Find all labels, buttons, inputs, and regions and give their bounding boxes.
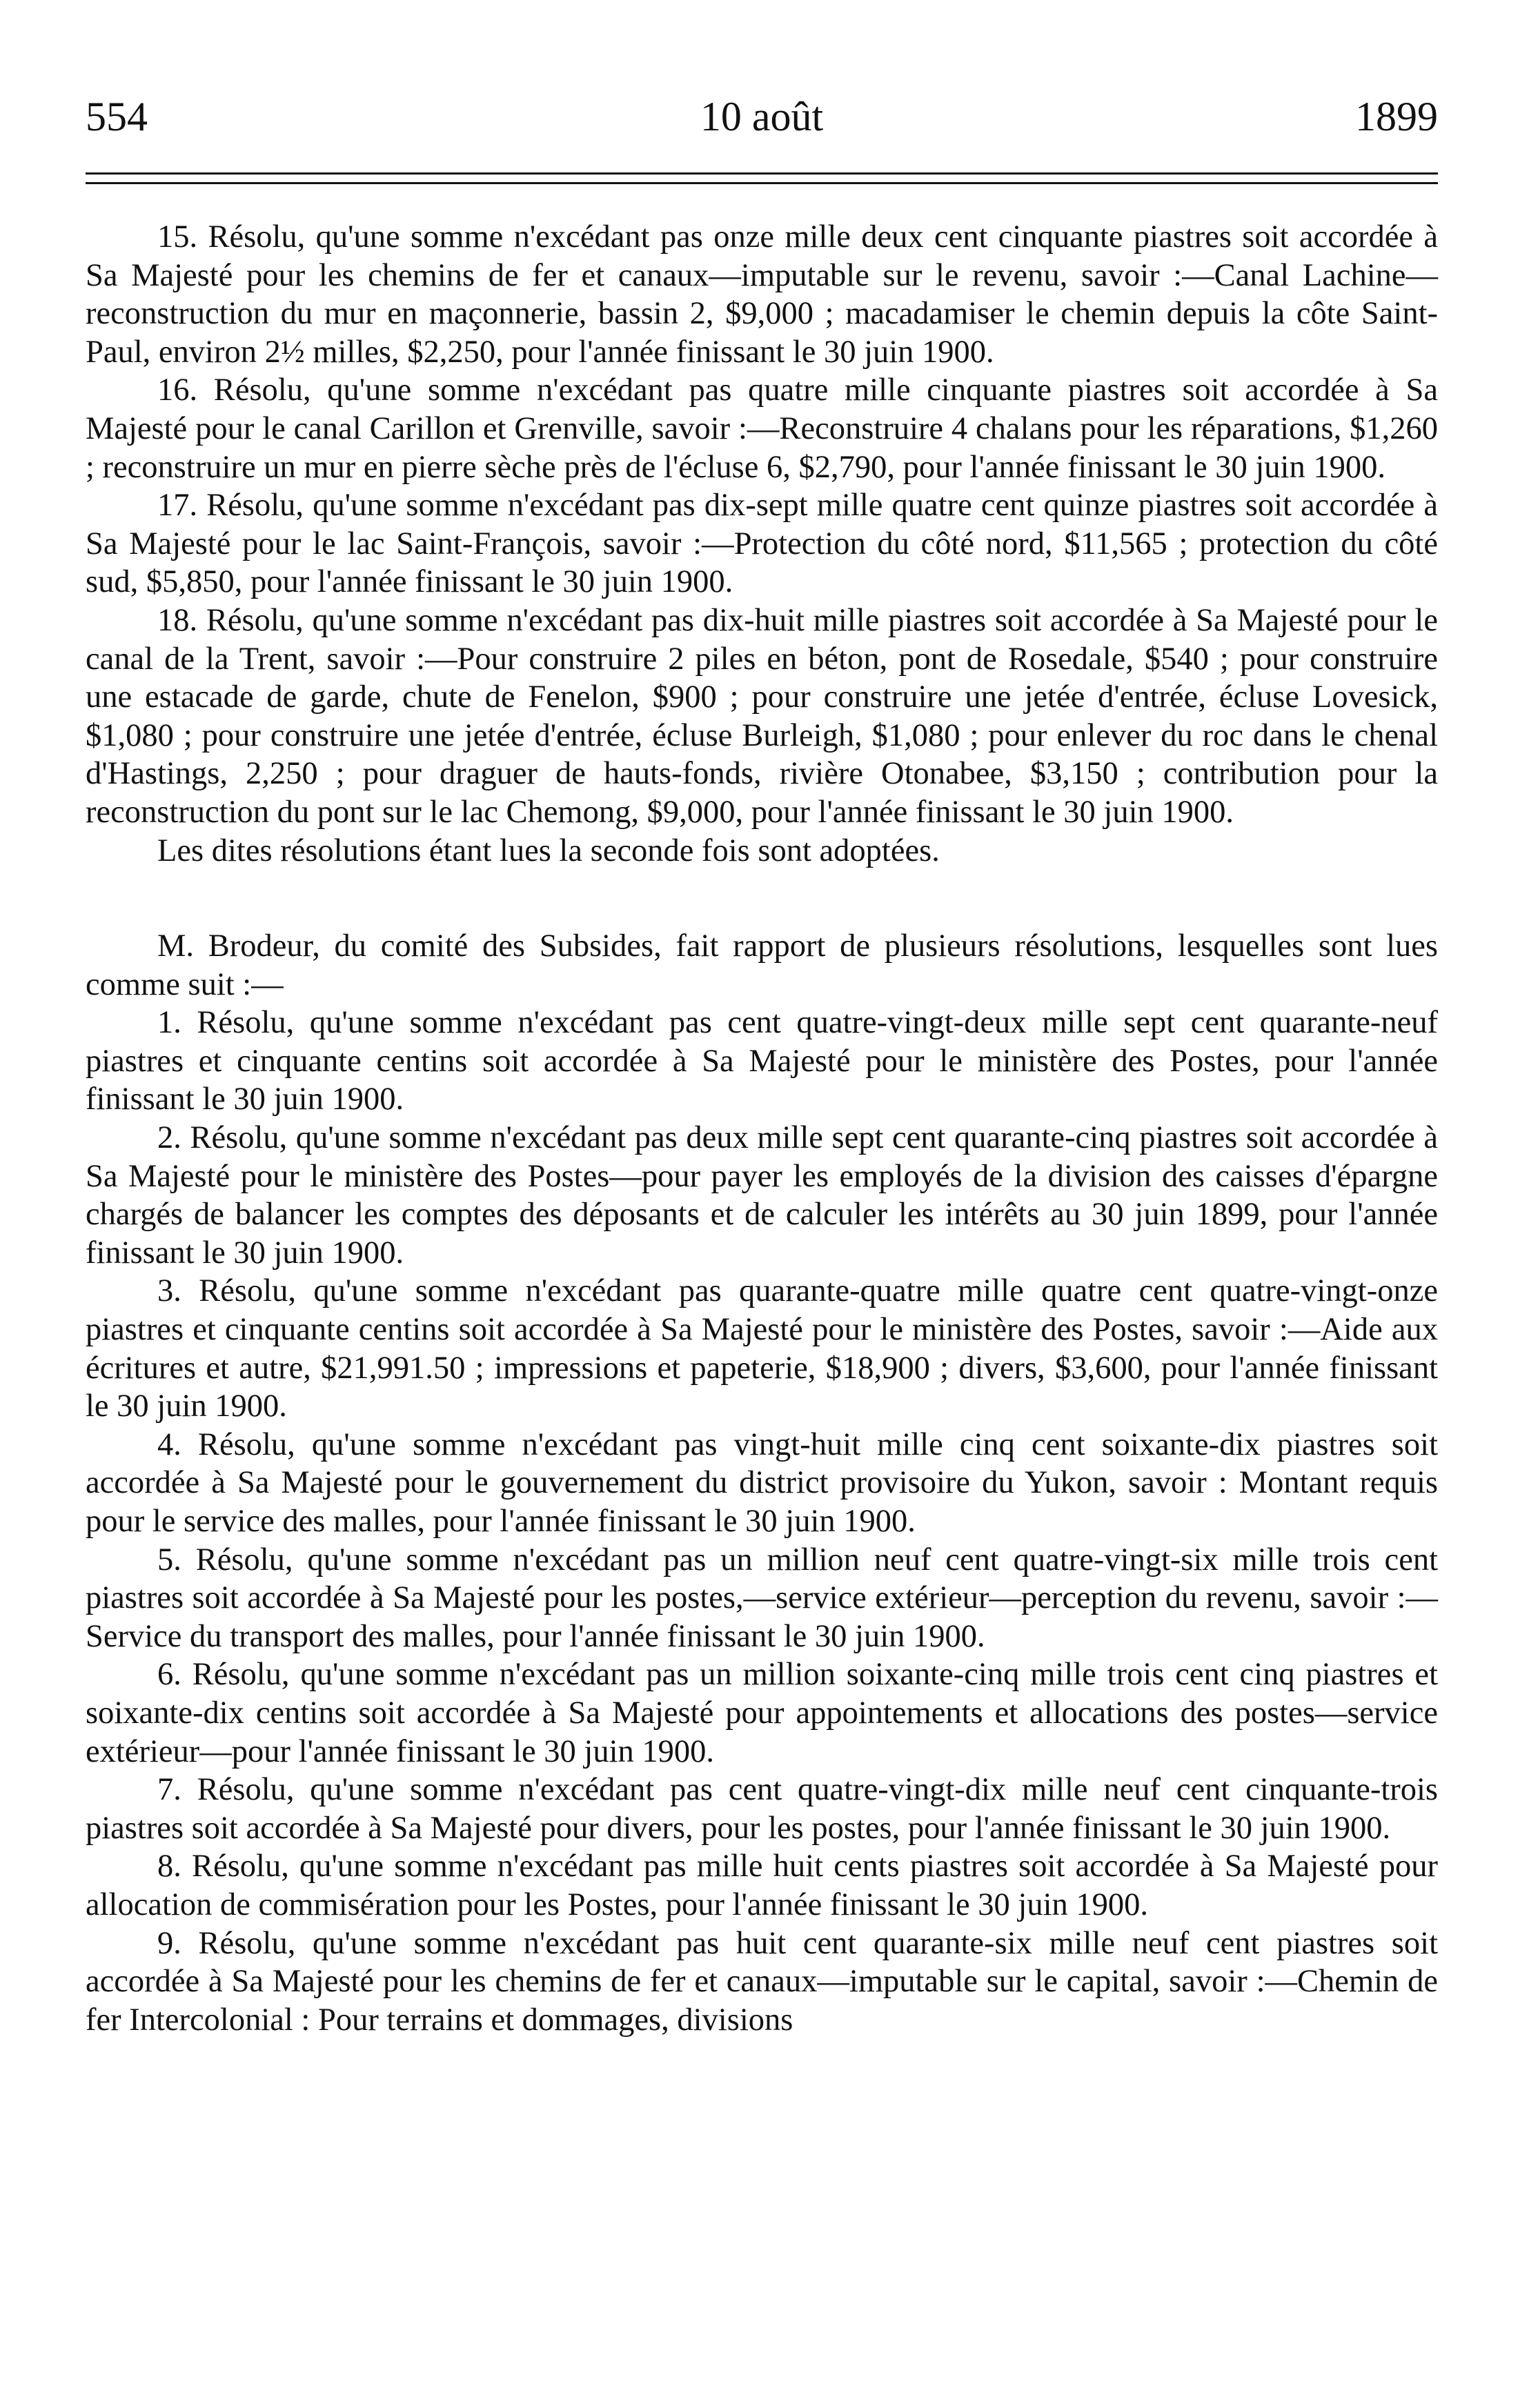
resolution-2: 2. Résolu, qu'une somme n'excédant pas deux mille sept cent quarante-cinq piastres soit accordée à Sa Majesté pour le ministère des Postes—pour payer les employés de la division des caisses d'épargne chargés de balancer les comptes des déposants et de calculer les intérêts au 30 juin 1899, pour l'année finissant le 30 juin 1900. — [86, 1120, 1438, 1271]
page-body — [86, 218, 1438, 2039]
resolution-7: 7. Résolu, qu'une somme n'excédant pas cent quatre-vingt-dix mille neuf cent cinquante-trois piastres soit accordée à Sa Majesté pour divers, pour les postes, pour l'année finissant le 30 juin 1900. — [86, 1772, 1438, 1846]
page-number: 554 — [86, 94, 148, 139]
resolution-9: 9. Résolu, qu'une somme n'excédant pas huit cent quarante-six mille neuf cent piastres soit accordée à Sa Majesté pour les chemins de fer et canaux—imputable sur le capital, savoir :—Chemin de fer Intercolonial : Pour terrains et dommages, divisions — [86, 1925, 1438, 2038]
page-header — [86, 88, 1438, 145]
header-rule-top — [86, 172, 1438, 175]
resolution-4: 4. Résolu, qu'une somme n'excédant pas vingt-huit mille cinq cent soixante-dix piastres soit accordée à Sa Majesté pour le gouvernement du district provisoire du Yukon, savoir : Montant requis pour le service des malles, pour l'année finissant le 30 juin 1900. — [86, 1426, 1438, 1539]
resolution-1: 1. Résolu, qu'une somme n'excédant pas cent quatre-vingt-deux mille sept cent quarante-neuf piastres et cinquante centins soit accordée à Sa Majesté pour le ministère des Postes, pour l'année finissant le 30 juin 1900. — [86, 1005, 1438, 1117]
resolution-15: 15. Résolu, qu'une somme n'excédant pas onze mille deux cent cinquante piastres soit accordée à Sa Majesté pour les chemins de fer et canaux—imputable sur le revenu, savoir :—Canal Lachine—reconstruction du mur en maçonnerie, bassin 2, $9,000 ; macadamiser le chemin depuis la côte Saint-Paul, environ 2½ milles, $2,250, pour l'année finissant le 30 juin 1900. — [86, 219, 1438, 370]
resolution-16: 16. Résolu, qu'une somme n'excédant pas quatre mille cinquante piastres soit accordée à Sa Majesté pour le canal Carillon et Grenville, savoir :—Reconstruire 4 chalans pour les réparations, $1,260 ; reconstruire un mur en pierre sèche près de l'écluse 6, $2,790, pour l'année finissant le 30 juin 1900. — [86, 372, 1438, 485]
resolution-17: 17. Résolu, qu'une somme n'excédant pas dix-sept mille quatre cent quinze piastres soit accordée à Sa Majesté pour le lac Saint-François, savoir :—Protection du côté nord, $11,565 ; protection du côté sud, $5,850, pour l'année finissant le 30 juin 1900. — [86, 488, 1438, 600]
header-rule-bottom — [86, 182, 1438, 184]
header-date: 10 août — [700, 94, 824, 139]
resolution-5: 5. Résolu, qu'une somme n'excédant pas un million neuf cent quatre-vingt-six mille trois cent piastres soit accordée à Sa Majesté pour les postes,—service extérieur—perception du revenu, savoir :—Service du transport des malles, pour l'année finissant le 30 juin 1900. — [86, 1542, 1438, 1654]
committee-report-intro: M. Brodeur, du comité des Subsides, fait rapport de plusieurs résolutions, lesquelles sont lues comme suit :— — [86, 928, 1438, 1002]
adoption-note: Les dites résolutions étant lues la seconde fois sont adoptées. — [157, 833, 940, 868]
header-year: 1899 — [1355, 94, 1438, 139]
resolution-6: 6. Résolu, qu'une somme n'excédant pas un million soixante-cinq mille trois cent cinq piastres et soixante-dix centins soit accordée à Sa Majesté pour appointements et allocations des postes—service extérieur—pour l'année finissant le 30 juin 1900. — [86, 1657, 1438, 1769]
resolution-3: 3. Résolu, qu'une somme n'excédant pas quarante-quatre mille quatre cent quatre-vingt-onze piastres et cinquante centins soit accordée à Sa Majesté pour le ministère des Postes, savoir :—Aide aux écritures et autre, $21,991.50 ; impressions et papeterie, $18,900 ; divers, $3,600, pour l'année finissant le 30 juin 1900. — [86, 1273, 1438, 1424]
resolution-18: 18. Résolu, qu'une somme n'excédant pas dix-huit mille piastres soit accordée à Sa Majesté pour le canal de la Trent, savoir :—Pour construire 2 piles en béton, pont de Rosedale, $540 ; pour construire une estacade de garde, chute de Fenelon, $900 ; pour construire une jetée d'entrée, écluse Lovesick, $1,080 ; pour construire une jetée d'entrée, écluse Burleigh, $1,080 ; pour enlever du roc dans le chenal d'Hastings, 2,250 ; pour draguer de hauts-fonds, rivière Otonabee, $3,150 ; contribution pour la reconstruction du pont sur le lac Chemong, $9,000, pour l'année finissant le 30 juin 1900. — [86, 602, 1438, 830]
resolution-8: 8. Résolu, qu'une somme n'excédant pas mille huit cents piastres soit accordée à Sa Majesté pour allocation de commisération pour les Postes, pour l'année finissant le 30 juin 1900. — [86, 1849, 1438, 1922]
